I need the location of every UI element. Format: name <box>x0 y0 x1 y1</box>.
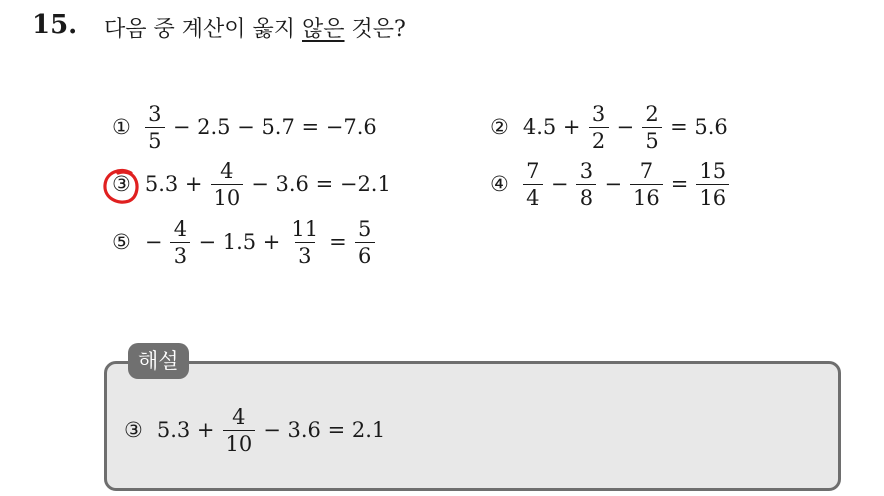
fraction: $\frac{3}{5}$ <box>145 102 165 153</box>
fraction: $\frac{4}{10}$ <box>223 405 256 456</box>
expression-text: − <box>144 230 163 254</box>
fraction: $\frac{5}{6}$ <box>355 217 375 268</box>
option-5-marker: ⑤ <box>112 230 131 254</box>
fraction: $\frac{15}{16}$ <box>696 159 729 210</box>
option-1-marker: ① <box>112 115 131 139</box>
question-underlined-word: 않은 <box>302 17 345 42</box>
explanation-label: 해설 <box>128 343 189 379</box>
expression-text: − 3.6 = −2.1 <box>251 172 391 196</box>
option-5[interactable] <box>112 210 379 274</box>
fraction: $\frac{3}{2}$ <box>589 102 609 153</box>
expression-text: = <box>670 172 689 196</box>
expression-text: 4.5 + <box>522 115 581 139</box>
fraction: $\frac{11}{3}$ <box>291 216 319 268</box>
expression-text: − <box>616 115 635 139</box>
expression-text: − 1.5 + <box>198 230 281 254</box>
expression-text: 5.3 + <box>144 172 203 196</box>
fraction: $\frac{3}{8}$ <box>576 159 596 210</box>
fraction: $\frac{4}{3}$ <box>170 217 190 268</box>
expression-text: − 3.6 = 2.1 <box>263 418 386 442</box>
expression-text: 5.3 + <box>156 418 215 442</box>
option-2-marker: ② <box>490 115 509 139</box>
option-1[interactable] <box>112 95 381 159</box>
fraction: $\frac{7}{16}$ <box>630 159 663 210</box>
option-2[interactable] <box>490 95 732 159</box>
fraction: $\frac{7}{4}$ <box>523 159 543 210</box>
question-text-before: 다음 중 계산이 옳지 <box>104 17 302 42</box>
option-3[interactable] <box>112 152 395 216</box>
option-3-marker: ③ <box>112 172 131 196</box>
expression-text: − <box>604 172 623 196</box>
question-text <box>104 12 406 43</box>
question-number: 15. <box>32 10 78 40</box>
fraction: $\frac{2}{5}$ <box>642 102 662 153</box>
expression-text: = 5.6 <box>670 115 728 139</box>
expression-text: = <box>329 230 347 254</box>
explanation-marker: ③ <box>124 418 143 442</box>
expression-text: − <box>550 172 569 196</box>
question-text-after: 것은? <box>344 17 406 42</box>
fraction: $\frac{4}{10}$ <box>211 159 244 210</box>
explanation-answer <box>124 398 389 462</box>
expression-text: − 2.5 − 5.7 = −7.6 <box>172 115 377 139</box>
option-4-marker: ④ <box>490 172 509 196</box>
option-4[interactable] <box>490 152 733 216</box>
